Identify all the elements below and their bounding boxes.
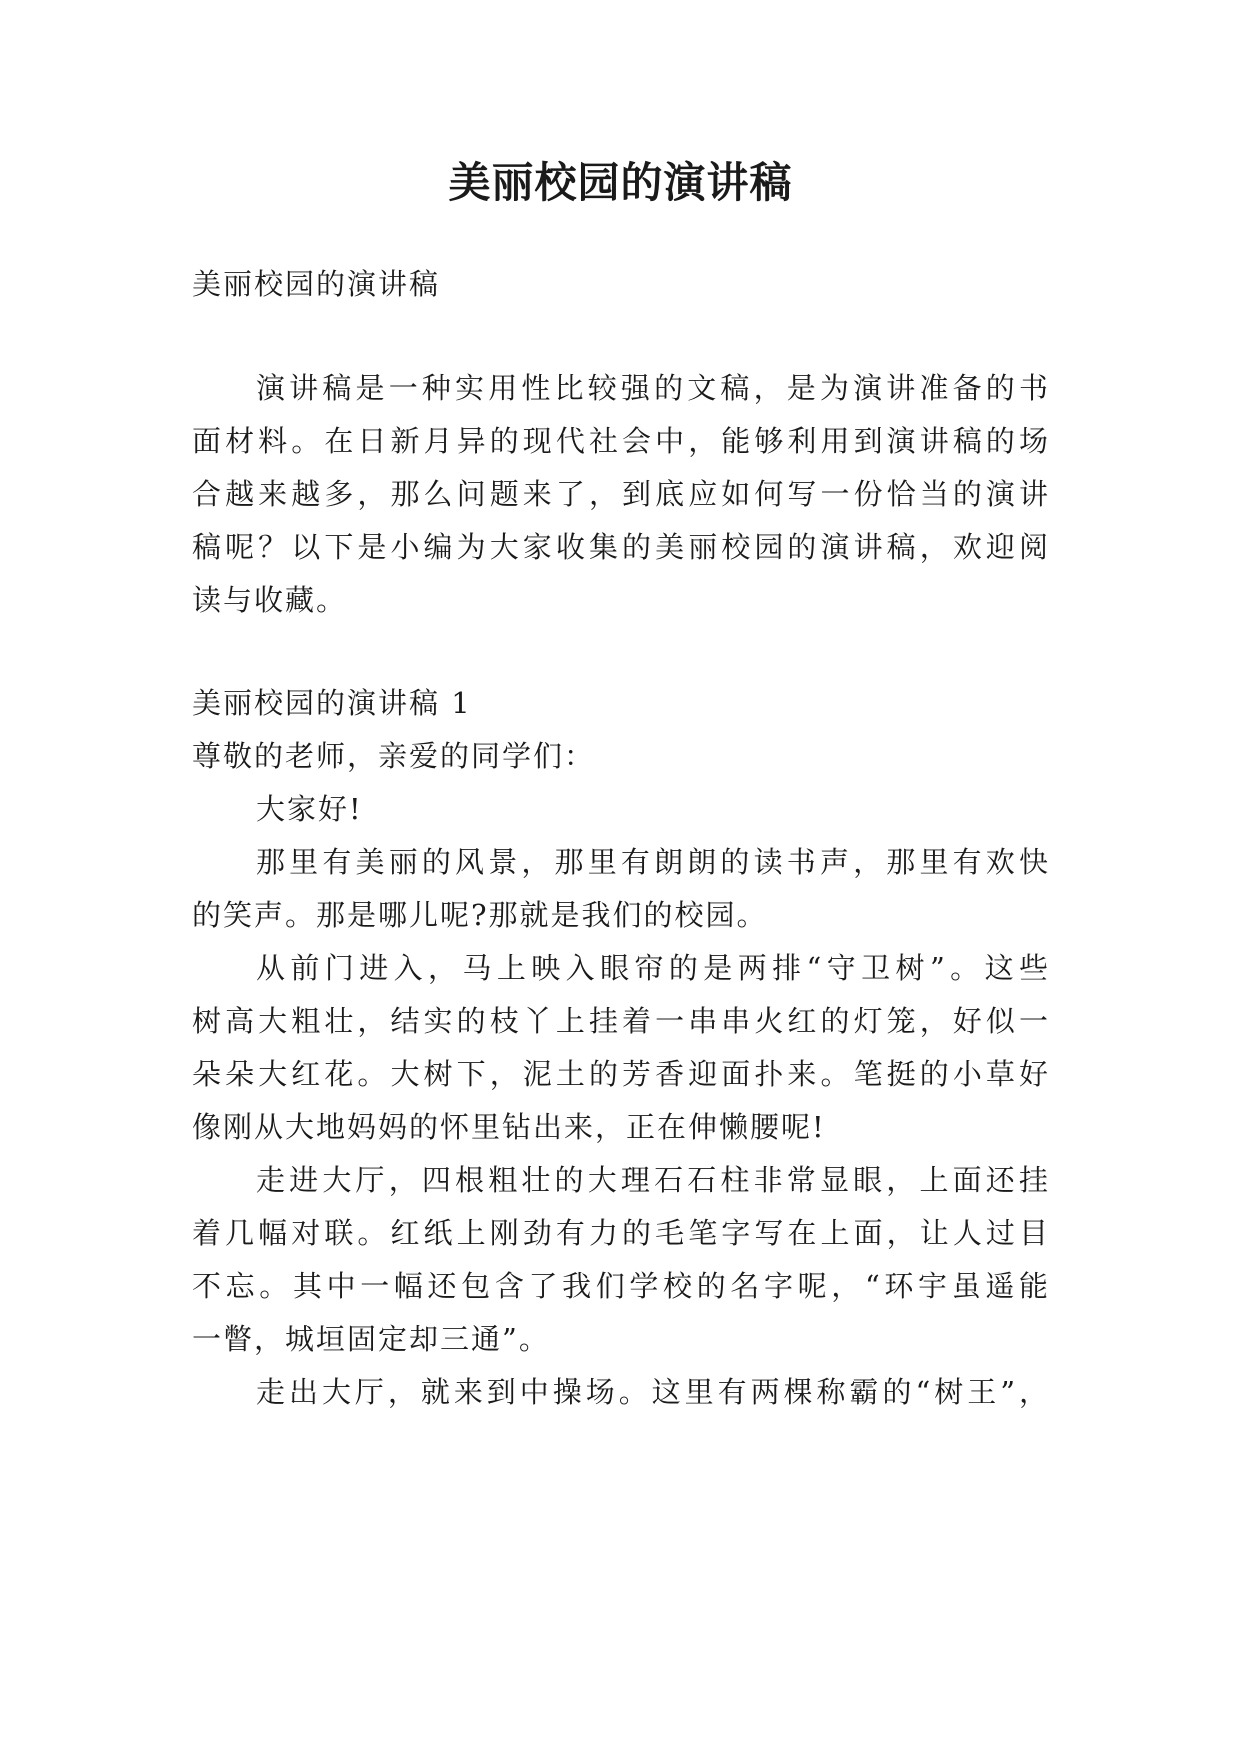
intro-line: 演讲稿是一种实用性比较强的文稿，是为演讲准备的书 — [256, 371, 1050, 405]
document-subtitle: 美丽校园的演讲稿 — [192, 267, 441, 301]
section-heading: 美丽校园的演讲稿 1 — [192, 686, 472, 720]
document-title: 美丽校园的演讲稿 — [448, 158, 793, 207]
body-line: 走出大厅，就来到中操场。这里有两棵称霸的“树王”， — [256, 1375, 1050, 1409]
body-line: 像刚从大地妈妈的怀里钻出来，正在伸懒腰呢! — [192, 1110, 826, 1144]
body-line: 那里有美丽的风景，那里有朗朗的读书声，那里有欢快 — [256, 845, 1050, 879]
intro-line: 合越来越多，那么问题来了，到底应如何写一份恰当的演讲 — [192, 477, 1050, 511]
body-line: 的笑声。那是哪儿呢?那就是我们的校园。 — [192, 898, 768, 932]
body-line: 树高大粗壮，结实的枝丫上挂着一串串火红的灯笼，好似一 — [192, 1004, 1050, 1038]
salutation: 尊敬的老师，亲爱的同学们： — [192, 739, 596, 773]
body-line: 不忘。其中一幅还包含了我们学校的名字呢，“环宇虽遥能 — [192, 1269, 1050, 1303]
body-line: 一瞥，城垣固定却三通”。 — [192, 1322, 550, 1356]
greeting: 大家好! — [256, 792, 363, 826]
body-line: 走进大厅，四根粗壮的大理石石柱非常显眼，上面还挂 — [256, 1163, 1050, 1197]
body-line: 从前门进入，马上映入眼帘的是两排“守卫树”。这些 — [256, 951, 1050, 985]
intro-line: 面材料。在日新月异的现代社会中，能够利用到演讲稿的场 — [192, 424, 1050, 458]
body-line: 着几幅对联。红纸上刚劲有力的毛笔字写在上面，让人过目 — [192, 1216, 1050, 1250]
intro-line: 稿呢？以下是小编为大家收集的美丽校园的演讲稿，欢迎阅 — [192, 530, 1050, 564]
body-line: 朵朵大红花。大树下，泥土的芳香迎面扑来。笔挺的小草好 — [192, 1057, 1050, 1091]
intro-line: 读与收藏。 — [192, 583, 348, 617]
